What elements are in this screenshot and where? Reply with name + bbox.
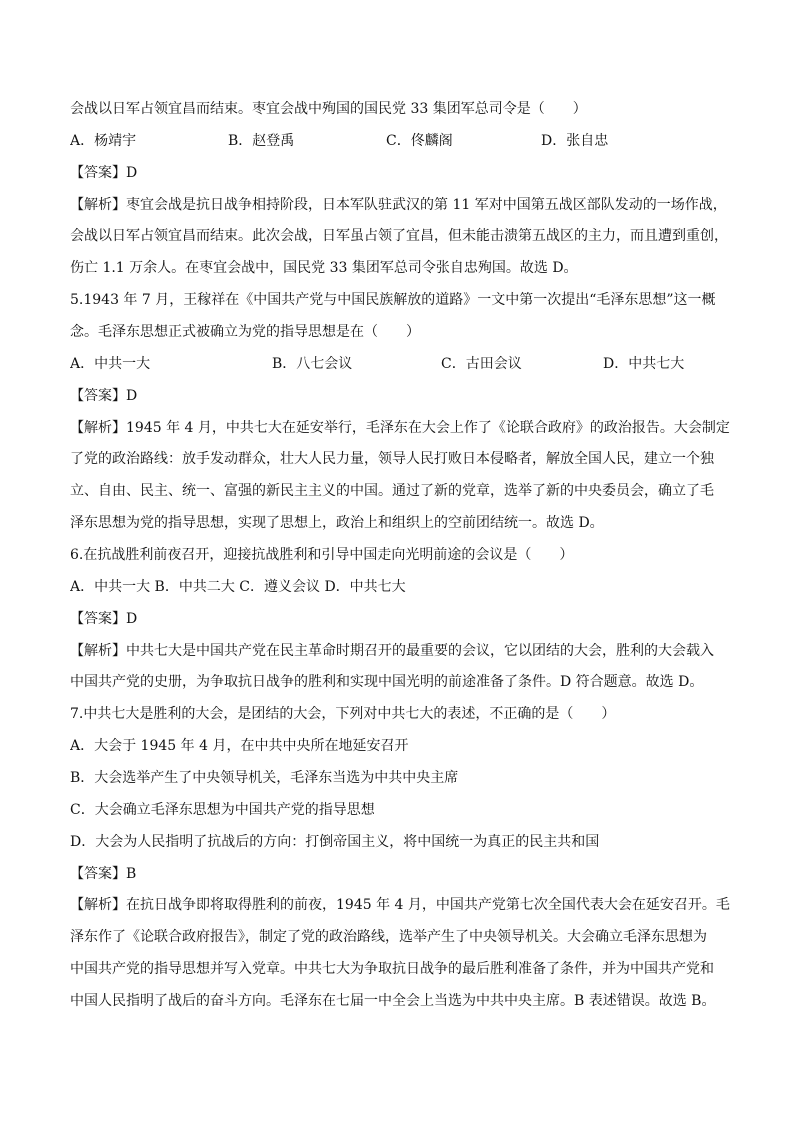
option-c: C．大会确立毛泽东思想为中国共产党的指导思想 <box>70 801 375 818</box>
option-c: C．古田会议 <box>441 355 522 372</box>
option-b: B．大会选举产生了中央领导机关，毛泽东当选为中共中央主席 <box>70 770 459 787</box>
question-stem: 6.在抗战胜利前夜召开，迎接抗战胜利和引导中国走向光明前途的会议是（ ） <box>70 547 574 564</box>
answer-line: 【答案】D <box>70 610 138 627</box>
analysis-line: 【解析】在抗日战争即将取得胜利的前夜，1945 年 4 月，中国共产党第七次全国代表大会在延安召开。毛 <box>70 897 730 914</box>
analysis-line: 伤亡 1.1 万余人。在枣宜会战中，国民党 33 集团军总司令张自忠殉国。故选 D。 <box>70 260 578 277</box>
option-row <box>70 126 730 158</box>
option-row: A．中共一大 B．中共二大 C．遵义会议 D．中共七大 <box>70 578 406 595</box>
analysis-line: 【解析】枣宜会战是抗日战争相持阶段，日本军队驻武汉的第 11 军对中国第五战区部队发动的一场作战， <box>70 196 727 213</box>
option-d: D．大会为人民指明了抗战后的方向：打倒帝国主义，将中国统一为真正的民主共和国 <box>70 833 600 850</box>
analysis-line: 中国人民指明了战后的奋斗方向。毛泽东在七届一中全会上当选为中共中央主席。B 表述错误。故选 B。 <box>70 993 716 1010</box>
document-body <box>70 94 730 1018</box>
question-stem: 会战以日军占领宜昌而结束。枣宜会战中殉国的国民党 33 集团军总司令是（ ） <box>70 101 587 117</box>
option-row <box>70 349 730 381</box>
analysis-line: 泽东思想为党的指导思想，实现了思想上，政治上和组织上的空前团结统一。故选 D。 <box>70 515 604 532</box>
analysis-line: 【解析】1945 年 4 月，中共七大在延安举行，毛泽东在大会上作了《论联合政府》的政治报告。大会制定 <box>70 419 730 436</box>
option-b: B．赵登禹 <box>228 132 295 149</box>
answer-line: 【答案】B <box>70 865 137 882</box>
analysis-line: 【解析】中共七大是中国共产党在民主革命时期召开的最重要的会议，它以团结的大会，胜利的大会载入 <box>70 642 714 659</box>
option-a: A．大会于 1945 年 4 月，在中共中央所在地延安召开 <box>70 738 409 755</box>
analysis-line: 立、自由、民主、统一、富强的新民主主义的中国。通过了新的党章，选举了新的中央委员会，确立了毛 <box>70 483 714 500</box>
option-a: A．杨靖宇 <box>70 132 137 149</box>
option-b: B．八七会议 <box>272 355 353 372</box>
option-d: D．张自忠 <box>541 132 609 149</box>
analysis-line: 泽东作了《论联合政府报告》，制定了党的政治路线，选举产生了中央领导机关。大会确立毛泽东思想为 <box>70 929 707 946</box>
option-a: A．中共一大 <box>70 355 151 372</box>
analysis-line: 中国共产党的指导思想并写入党章。中共七大为争取抗日战争的最后胜利准备了条件，并为中国共产党和 <box>70 961 714 978</box>
analysis-line: 会战以日军占领宜昌而结束。此次会战，日军虽占领了宜昌，但未能击溃第五战区的主力，而且遭到重创， <box>70 228 728 245</box>
option-d: D．中共七大 <box>603 355 685 372</box>
question-stem: 念。毛泽东思想正式被确立为党的指导思想是在（ ） <box>70 324 420 341</box>
analysis-line: 了党的政治路线：放手发动群众，壮大人民力量，领导人民打败日本侵略者，解放全国人民，建立一个独 <box>70 451 714 468</box>
question-stem: 5.1943 年 7 月，王稼祥在《中国共产党与中国民族解放的道路》一文中第一次提出“毛泽东思想”这一概 <box>70 292 716 309</box>
option-c: C．佟麟阁 <box>386 132 453 149</box>
answer-line: 【答案】D <box>70 387 138 404</box>
analysis-line: 中国共产党的史册，为争取抗日战争的胜利和实现中国光明的前途准备了条件。D 符合题意。故选 D。 <box>70 674 704 691</box>
answer-line: 【答案】D <box>70 164 138 181</box>
question-stem: 7.中共七大是胜利的大会，是团结的大会，下列对中共七大的表述，不正确的是（ ） <box>70 706 616 723</box>
